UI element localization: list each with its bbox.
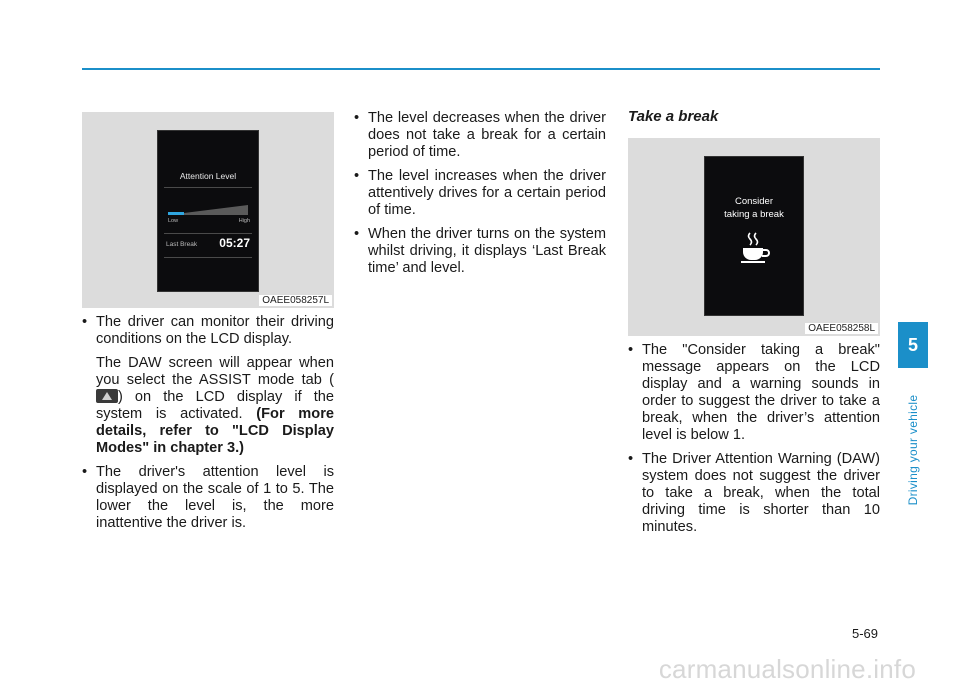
paragraph-text: The DAW screen will appear when you select the ASSIST mode tab ( [96, 355, 334, 388]
bullet-text: The level increases when the driver attentively drives for a certain period of time. [368, 168, 606, 218]
last-break-label: Last Break [166, 241, 198, 248]
bullet-text: The level decreases when the driver does not take a break for a certain period of time. [368, 110, 606, 160]
bullet-marker: • [354, 110, 360, 126]
attention-level-figure [82, 112, 334, 308]
coffee-cup-icon [739, 231, 771, 263]
bullet-marker: • [82, 314, 88, 330]
bullet-marker: • [82, 464, 88, 480]
take-a-break-figure [628, 138, 880, 336]
daw-screen-paragraph [82, 355, 334, 457]
bullet-text: The Driver Attention Warning (DAW) system does not suggest the driver to take a break, when the total driving time is shorter than 10 minutes. [642, 451, 880, 535]
lcd-attention-screen [157, 130, 259, 292]
last-break-time: 05:27 [219, 236, 250, 250]
bullet-marker: • [354, 226, 360, 242]
attention-level-gauge [168, 205, 250, 217]
lcd-divider [164, 257, 252, 258]
bullet-marker: • [628, 342, 634, 358]
lcd-break-screen [704, 156, 804, 316]
gauge-high-label: High [238, 218, 250, 224]
figure-code: OAEE058257L [259, 295, 332, 306]
gauge-fill [168, 212, 184, 215]
bullet-text: When the driver turns on the system whilst driving, it displays ‘Last Break time’ and level. [368, 226, 606, 276]
column-1 [82, 314, 334, 539]
bullet-text: The "Consider taking a break" message appears on the LCD display and a warning sounds in order to suggest the driver to take a break, when the driver’s attention level is below 1. [642, 342, 880, 443]
break-message-line-1: Consider [734, 196, 774, 207]
paragraph-text: ) on the LCD display if the system is activated. [96, 389, 334, 422]
list-item [82, 314, 334, 348]
page-number: 5-69 [851, 626, 878, 641]
lcd-divider [164, 187, 252, 188]
chapter-tab: 5 [898, 322, 928, 368]
assist-mode-icon [96, 389, 118, 403]
bullet-text: The driver can monitor their driving conditions on the LCD display. [96, 314, 334, 347]
bullet-marker: • [628, 451, 634, 467]
lcd-attention-title: Attention Level [179, 171, 237, 181]
list-item [354, 226, 606, 277]
list-item [628, 451, 880, 536]
header-rule [82, 68, 880, 70]
list-item [354, 110, 606, 161]
watermark: carmanualsonline.info [658, 654, 916, 684]
break-message-line-2: taking a break [724, 209, 784, 220]
list-item [628, 342, 880, 444]
column-3 [628, 342, 880, 543]
list-item [82, 464, 334, 532]
bullet-text: The driver's attention level is displayed on the scale of 1 to 5. The lower the level is, the more inattentive the driver is. [96, 464, 334, 531]
cross-reference: (For more details, refer to "LCD Display Modes" in chapter 3.) [96, 406, 334, 456]
gauge-low-label: Low [168, 218, 179, 224]
list-item [354, 168, 606, 219]
bullet-marker: • [354, 168, 360, 184]
column-2 [354, 110, 606, 284]
section-title: Take a break [628, 108, 719, 125]
lcd-divider [164, 233, 252, 234]
figure-code: OAEE058258L [805, 323, 878, 334]
chapter-side-label: Driving your vehicle [906, 394, 920, 506]
